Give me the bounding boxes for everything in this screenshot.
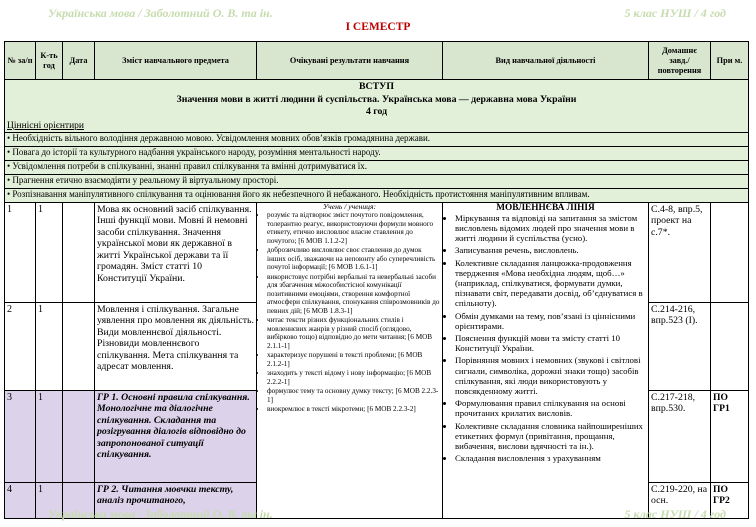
col-number: № за/п (5, 42, 36, 80)
value-item: • Необхідність вільного володіння державною мовою. Усвідомлення мовних обов’язків громадянина держави. (5, 132, 748, 146)
value-item: • Прагнення етично взаємодіяти у реальному й віртуальному просторі. (5, 174, 748, 188)
row-note (711, 202, 749, 302)
row-hours: 1 (36, 482, 63, 518)
row-number: 1 (5, 202, 36, 302)
header-book-title: Українська мова / Заболотний О. В. та ін. (48, 6, 273, 20)
value-item: • Розпізнавання маніпулятивного спілкування та оцінювання його як небезпечного й небажаного. Необхідність протистояння маніпулятивним впливам. (5, 188, 748, 202)
values-heading: Ціннісні орієнтири (7, 120, 84, 131)
activities-list (446, 213, 645, 464)
row-number: 4 (5, 482, 36, 518)
col-content: Зміст навчального предмета (95, 42, 257, 80)
row-hours: 1 (36, 302, 63, 390)
activity-item: • Пояснення функцій мови та змісту статті 10 Конституції України. (455, 333, 645, 353)
row-homework: С.4-8, впр.5, проект на с.7*. (649, 202, 711, 302)
activity-item: • Колективне складання ланцюжка-продовження твердження «Мова необхідна людям, щоб…» (наприклад, спілкуватися, формувати думки, пізнавати світ, передавати досвід, об’єднуватися в спільноту). (455, 258, 645, 309)
semester-title: І СЕМЕСТР (345, 21, 411, 33)
table-row (5, 202, 749, 302)
col-date: Дата (63, 42, 95, 80)
outcome-item: • доброзичливо висловлює своє ставлення до думок інших осіб, зважаючи на непоюнту або суперечливість почутої інформації; [6 МОВ 1.6.1-1] (267, 246, 440, 272)
activity-item: • Порівняння мовних і немовних (звукові і світлові сигнали, символіка, дорожні знаки тощо) засобів спілкування, які люди використовують у повсякденному житті. (455, 355, 645, 396)
intro-hours: 4 год (365, 106, 388, 117)
row-note: ПО ГР2 (711, 482, 749, 518)
header-grade: 5 клас НУШ / 4 год (624, 6, 726, 20)
value-item: • Повага до історії та культурного надбання українського народу, розуміння ментальності народу. (5, 146, 748, 160)
outcome-item: • виокремлює в тексті мікротеми; [6 МОВ 2.2.3-2] (267, 405, 440, 414)
row-date (63, 390, 95, 482)
row-homework: С.217-218, впр.530. (649, 390, 711, 482)
outcomes-heading: Учень / учениця: (322, 202, 376, 211)
outcome-item: • використовує потрібні вербальні та невербальні засоби для збагачення міжособистісної комунікації позитивними емоціями, створення комфортної атмосфери спілкування, спонукання співрозмовників до певних дій; [6 МОВ 1.8.3-1] (267, 273, 440, 316)
page-header (0, 6, 756, 22)
row-note: ПО ГР1 (711, 390, 749, 482)
activity-item: • Складання висловлення з урахуванням (455, 453, 645, 463)
outcome-item: • читає тексти різних функціональних стилів і мовленнєвих жанрів у різний спосіб (оглядово, вибірково тощо) відповідно до мети читання; [6 МОВ 2.1.1-1] (267, 316, 440, 350)
outcome-item: • знаходить у тексті відому і нову інформацію; [6 МОВ 2.2.2-1] (267, 369, 440, 386)
footer-grade: 5 клас НУШ / 4 год (624, 507, 726, 521)
row-content: ГР 1. Основні правила спілкування. Монологічне та діалогічне спілкування. Складання та розігрування діалогів відповідно до запропонованої ситуації спілкування. (95, 390, 257, 482)
activity-item: • Колективне складання словника найпоширеніших етикетних формул (привітання, прощання, вибачення, вислови вдячності та ін.). (455, 421, 645, 452)
outcomes-list (259, 211, 440, 414)
outcome-item: • формулює тему та основну думку тексту; [6 МОВ 2.2.3-1] (267, 387, 440, 404)
row-date (63, 202, 95, 302)
row-homework: С.214-216, впр.523 (І). (649, 302, 711, 390)
activity-item: • Міркування та відповіді на запитання за змістом висловлень відомих людей про значення мови в житті людини й суспільства (усно). (455, 213, 645, 244)
col-hours: К-ть год (36, 42, 63, 80)
intro-topic: Значення мови в житті людини й суспільства. Українська мова — державна мова України (176, 93, 577, 105)
col-notes: При м. (711, 42, 749, 80)
row-hours: 1 (36, 390, 63, 482)
intro-heading: ВСТУП (359, 81, 394, 92)
table-header-row (5, 42, 749, 80)
row-hours: 1 (36, 202, 63, 302)
page-footer (0, 507, 756, 523)
activity-item: • Записування речень, висловлень. (455, 245, 645, 255)
outcome-item: • розуміє та відтворює зміст почутого повідомлення, толерантно реагує, використовуючи формули мовного етикету, етично висловлює власне ставлення до почутого; [6 МОВ 1.1.2-2] (267, 211, 440, 245)
row-number: 3 (5, 390, 36, 482)
row-content: Мовлення і спілкування. Загальне уявлення про мовлення як діяльність. Види мовленнєвої діяльності. Різновиди мовленнєвого спілкування. Мета спілкування та адресат мовлення. (95, 302, 257, 390)
intro-section-row (5, 80, 749, 203)
activity-item: • Формулювання правил спілкування на основі прочитаних крилатих висловів. (455, 398, 645, 418)
activities-heading: МОВЛЕННЄВА ЛІНІЯ (496, 202, 595, 213)
col-homework: Домашнє завд./ повторення (649, 42, 711, 80)
value-item: • Усвідомлення потреби в спілкуванні, знанні правил спілкування та вмінні дотримуватися їх. (5, 160, 748, 174)
outcome-item: • характеризує порушені в тексті проблеми; [6 МОВ 2.1.2-1] (267, 351, 440, 368)
row-note (711, 302, 749, 390)
row-number: 2 (5, 302, 36, 390)
activity-item: • Обмін думками на тему, пов’язані із ціннісними орієнтирами. (455, 311, 645, 331)
lesson-plan-table (4, 41, 749, 519)
row-homework: С.219-220, на осн. (649, 482, 711, 518)
row-content: ГР 2. Читання мовчки тексту, аналіз прочитаного, (95, 482, 257, 518)
col-activities: Вид навчальної діяльності (443, 42, 649, 80)
row-content: Мова як основний засіб спілкування. Інші функції мови. Мовні й немовні засоби спілкування. Значення української мови як державної в житті Української держави та її громадян. Зміст статті 10 Конституції України. (95, 202, 257, 302)
intro-section (5, 80, 749, 203)
row-date (63, 302, 95, 390)
outcomes-cell (257, 202, 443, 518)
activities-cell (443, 202, 649, 518)
footer-book-title: Українська мова / Заболотний О. В. та ін. (48, 507, 273, 521)
col-outcomes: Очікувані результати навчання (257, 42, 443, 80)
